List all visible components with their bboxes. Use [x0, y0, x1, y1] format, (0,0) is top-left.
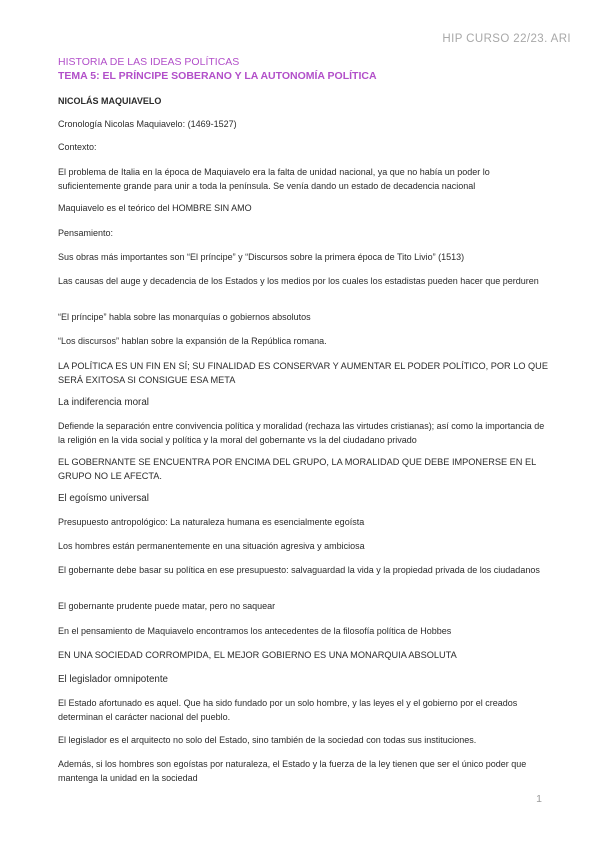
paragraph-gobernante-prudente: El gobernante prudente puede matar, pero no saquear — [58, 601, 276, 611]
paragraph-basar-politica: El gobernante debe basar su política en ese presupuesto: salvaguardad la vida y la propiedad privada de los ciudadanos — [58, 565, 540, 575]
paragraph-causas: Las causas del auge y decadencia de los Estados y los medios por los cuales los estadistas pueden hacer que perduren — [58, 276, 539, 286]
course-title: HISTORIA DE LAS IDEAS POLÍTICAS — [58, 56, 240, 68]
paragraph-sociedad-corrompida: EN UNA SOCIEDAD CORROMPIDA, EL MEJOR GOBIERNO ES UNA MONARQUIA ABSOLUTA — [58, 650, 457, 660]
section-heading-maquiavelo: NICOLÁS MAQUIAVELO — [58, 96, 162, 106]
paragraph-los-discursos: “Los discursos” hablan sobre la expansión de la República romana. — [58, 336, 327, 346]
topic-title: TEMA 5: EL PRÍNCIPE SOBERANO Y LA AUTONOMÍA POLÍTICA — [58, 70, 377, 82]
paragraph-pensamiento: Pensamiento: — [58, 228, 114, 238]
section-heading-indiferencia-moral: La indiferencia moral — [58, 397, 149, 408]
section-heading-legislador: El legislador omnipotente — [58, 674, 169, 685]
paragraph-hobbes: En el pensamiento de Maquiavelo encontramos los antecedentes de la filosofía política de Hobbes — [58, 626, 452, 636]
paragraph-obras: Sus obras más importantes son “El príncipe” y “Discursos sobre la primera época de Tito Livio” (1513) — [58, 252, 465, 262]
paragraph-hombre-sin-amo: Maquiavelo es el teórico del HOMBRE SIN AMO — [58, 203, 252, 213]
paragraph-cronologia: Cronología Nicolas Maquiavelo: (1469-1527) — [58, 119, 237, 129]
page-number: 1 — [536, 793, 542, 805]
paragraph-presupuesto: Presupuesto antropológico: La naturaleza humana es esencialmente egoísta — [58, 517, 365, 527]
paragraph-egoistas: Además, si los hombres son egoístas por naturaleza, el Estado y la fuerza de la ley tienen que ser el único poder que mantenga la unidad en la sociedad — [58, 759, 527, 783]
course-code-header: HIP CURSO 22/23. ARI — [442, 33, 571, 45]
paragraph-separacion: Defiende la separación entre convivencia política y moralidad (rechaza las virtudes cristianas); así como la importancia de la religión en la vida social y política y la moral del gobernante vs la del ciudadano privado — [58, 421, 545, 445]
paragraph-situacion-agresiva: Los hombres están permanentemente en una situación agresiva y ambiciosa — [58, 541, 365, 551]
paragraph-politica-fin: LA POLÍTICA ES UN FIN EN SÍ; SU FINALIDAD ES CONSERVAR Y AUMENTAR EL PODER POLÍTICO, POR LO QUE SERÁ EXITOSA SI CONSIGUE ESA META — [58, 361, 548, 385]
paragraph-contexto: Contexto: — [58, 142, 97, 152]
paragraph-problema-italia: El problema de Italia en la época de Maquiavelo era la falta de unidad nacional, ya que no había un poder lo suficientemente grande para unir a toda la península. Se venía dando un estado de decadencia nacional — [58, 167, 490, 191]
paragraph-el-principe: “El príncipe” habla sobre las monarquías o gobiernos absolutos — [58, 312, 311, 322]
paragraph-arquitecto: El legislador es el arquitecto no solo del Estado, sino también de la sociedad con todas sus instituciones. — [58, 735, 477, 745]
paragraph-estado-afortunado: El Estado afortunado es aquel. Que ha sido fundado por un solo hombre, y las leyes el y el gobierno por el creados determinan el carácter nacional del pueblo. — [58, 698, 518, 722]
paragraph-gobernante-encima: EL GOBERNANTE SE ENCUENTRA POR ENCIMA DEL GRUPO, LA MORALIDAD QUE DEBE IMPONERSE EN EL GRUPO NO LE AFECTA. — [58, 457, 536, 481]
section-heading-egoismo-universal: El egoísmo universal — [58, 493, 149, 504]
